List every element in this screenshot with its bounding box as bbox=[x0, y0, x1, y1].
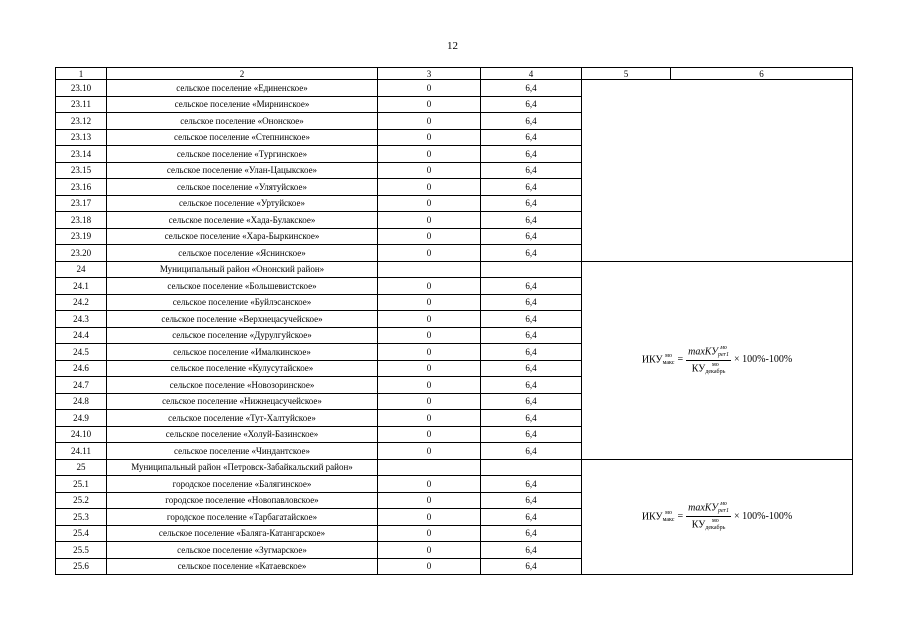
row-name: сельское поселение «Баляга-Катангарское» bbox=[107, 525, 378, 542]
row-col4-value: 6,4 bbox=[481, 426, 582, 443]
row-name: городское поселение «Новопавловское» bbox=[107, 492, 378, 509]
row-number: 25.6 bbox=[56, 558, 107, 575]
row-name: сельское поселение «Хада-Булакское» bbox=[107, 212, 378, 229]
row-col4-value: 6,4 bbox=[481, 492, 582, 509]
table-header-row bbox=[56, 68, 853, 80]
row-col3-value: 0 bbox=[378, 245, 481, 262]
row-col3-value: 0 bbox=[378, 443, 481, 460]
formula-equals: = bbox=[677, 510, 684, 522]
row-number: 23.12 bbox=[56, 113, 107, 130]
row-col4-value: 6,4 bbox=[481, 558, 582, 575]
row-name: сельское поселение «Большевистское» bbox=[107, 278, 378, 295]
row-col4-value: 6,4 bbox=[481, 344, 582, 361]
row-name: сельское поселение «Зугмарское» bbox=[107, 542, 378, 559]
formula-tail: × 100%-100% bbox=[734, 354, 793, 365]
row-number: 25.4 bbox=[56, 525, 107, 542]
row-col3-value: 0 bbox=[378, 476, 481, 493]
row-number: 23.13 bbox=[56, 129, 107, 146]
row-name: сельское поселение «Уртуйское» bbox=[107, 195, 378, 212]
formula bbox=[642, 345, 792, 376]
row-name: сельское поселение «Тургинское» bbox=[107, 146, 378, 163]
row-number: 25.3 bbox=[56, 509, 107, 526]
district-col4-empty bbox=[481, 459, 582, 476]
formula-equals: = bbox=[677, 354, 684, 365]
row-name: сельское поселение «Мирнинское» bbox=[107, 96, 378, 113]
formula-lhs: ИКУ мо макс bbox=[641, 353, 675, 366]
row-col3-value: 0 bbox=[378, 509, 481, 526]
column-header-6: 6 bbox=[671, 68, 853, 80]
row-number: 25.5 bbox=[56, 542, 107, 559]
row-name: сельское поселение «Ононское» bbox=[107, 113, 378, 130]
row-number: 24.1 bbox=[56, 278, 107, 295]
row-col3-value: 0 bbox=[378, 377, 481, 394]
row-col3-value: 0 bbox=[378, 195, 481, 212]
column-header-4: 4 bbox=[481, 68, 582, 80]
row-col4-value: 6,4 bbox=[481, 212, 582, 229]
row-col4-value: 6,4 bbox=[481, 228, 582, 245]
row-col4-value: 6,4 bbox=[481, 443, 582, 460]
row-col3-value: 0 bbox=[378, 426, 481, 443]
row-col4-value: 6,4 bbox=[481, 129, 582, 146]
row-name: городское поселение «Балягинское» bbox=[107, 476, 378, 493]
row-col3-value: 0 bbox=[378, 294, 481, 311]
row-col4-value: 6,4 bbox=[481, 311, 582, 328]
row-col4-value: 6,4 bbox=[481, 96, 582, 113]
row-col4-value: 6,4 bbox=[481, 360, 582, 377]
row-col3-value: 0 bbox=[378, 113, 481, 130]
row-name: сельское поселение «Ималкинское» bbox=[107, 344, 378, 361]
row-col3-value: 0 bbox=[378, 525, 481, 542]
row-name: сельское поселение «Тут-Халтуйское» bbox=[107, 410, 378, 427]
row-name: сельское поселение «Степнинское» bbox=[107, 129, 378, 146]
district-number: 24 bbox=[56, 261, 107, 278]
row-number: 23.18 bbox=[56, 212, 107, 229]
district-col3-empty bbox=[378, 261, 481, 278]
row-number: 23.16 bbox=[56, 179, 107, 196]
page-number: 12 bbox=[447, 40, 458, 52]
column-header-3: 3 bbox=[378, 68, 481, 80]
row-col3-value: 0 bbox=[378, 179, 481, 196]
merged-cell-col5-6 bbox=[582, 80, 853, 262]
row-number: 23.15 bbox=[56, 162, 107, 179]
row-col4-value: 6,4 bbox=[481, 377, 582, 394]
formula-lhs: ИКУ мо макс bbox=[641, 509, 675, 523]
row-col4-value: 6,4 bbox=[481, 162, 582, 179]
row-number: 24.6 bbox=[56, 360, 107, 377]
district-name: Муниципальный район «Ононский район» bbox=[107, 261, 378, 278]
formula-tail: × 100%-100% bbox=[734, 510, 793, 522]
row-col4-value: 6,4 bbox=[481, 294, 582, 311]
row-col4-value: 6,4 bbox=[481, 509, 582, 526]
row-number: 25.2 bbox=[56, 492, 107, 509]
row-number: 24.11 bbox=[56, 443, 107, 460]
district-number: 25 bbox=[56, 459, 107, 476]
row-number: 23.17 bbox=[56, 195, 107, 212]
row-col4-value: 6,4 bbox=[481, 146, 582, 163]
row-col3-value: 0 bbox=[378, 542, 481, 559]
district-row bbox=[56, 459, 853, 476]
row-col3-value: 0 bbox=[378, 162, 481, 179]
row-col3-value: 0 bbox=[378, 212, 481, 229]
district-col4-empty bbox=[481, 261, 582, 278]
table-row bbox=[56, 80, 853, 97]
row-col3-value: 0 bbox=[378, 311, 481, 328]
row-number: 23.20 bbox=[56, 245, 107, 262]
row-number: 24.10 bbox=[56, 426, 107, 443]
row-number: 24.4 bbox=[56, 327, 107, 344]
row-col4-value: 6,4 bbox=[481, 113, 582, 130]
row-col3-value: 0 bbox=[378, 96, 481, 113]
row-number: 24.5 bbox=[56, 344, 107, 361]
row-col3-value: 0 bbox=[378, 558, 481, 575]
row-col4-value: 6,4 bbox=[481, 179, 582, 196]
row-col3-value: 0 bbox=[378, 278, 481, 295]
district-row bbox=[56, 261, 853, 278]
row-name: сельское поселение «Хара-Быркинское» bbox=[107, 228, 378, 245]
row-col3-value: 0 bbox=[378, 327, 481, 344]
column-header-1: 1 bbox=[56, 68, 107, 80]
row-number: 23.19 bbox=[56, 228, 107, 245]
row-number: 25.1 bbox=[56, 476, 107, 493]
formula bbox=[642, 501, 792, 532]
column-header-5: 5 bbox=[582, 68, 671, 80]
row-number: 24.9 bbox=[56, 410, 107, 427]
row-name: сельское поселение «Новозоринское» bbox=[107, 377, 378, 394]
row-col4-value: 6,4 bbox=[481, 80, 582, 97]
row-col4-value: 6,4 bbox=[481, 327, 582, 344]
row-col3-value: 0 bbox=[378, 492, 481, 509]
row-name: сельское поселение «Яснинское» bbox=[107, 245, 378, 262]
row-name: сельское поселение «Верхнецасучейское» bbox=[107, 311, 378, 328]
row-name: сельское поселение «Улятуйское» bbox=[107, 179, 378, 196]
row-col3-value: 0 bbox=[378, 410, 481, 427]
row-name: сельское поселение «Улан-Цацыкское» bbox=[107, 162, 378, 179]
row-number: 24.8 bbox=[56, 393, 107, 410]
row-col3-value: 0 bbox=[378, 360, 481, 377]
row-col3-value: 0 bbox=[378, 393, 481, 410]
row-col3-value: 0 bbox=[378, 344, 481, 361]
row-col4-value: 6,4 bbox=[481, 393, 582, 410]
row-col4-value: 6,4 bbox=[481, 278, 582, 295]
formula-cell bbox=[582, 261, 853, 459]
row-name: городское поселение «Тарбагатайское» bbox=[107, 509, 378, 526]
row-number: 23.10 bbox=[56, 80, 107, 97]
row-col4-value: 6,4 bbox=[481, 542, 582, 559]
formula-fraction: maxКУ мо per1 КУ мо декабрь bbox=[688, 344, 730, 375]
row-col3-value: 0 bbox=[378, 80, 481, 97]
row-name: сельское поселение «Катаевское» bbox=[107, 558, 378, 575]
row-name: сельское поселение «Буйлэсанское» bbox=[107, 294, 378, 311]
row-col3-value: 0 bbox=[378, 146, 481, 163]
column-header-2: 2 bbox=[107, 68, 378, 80]
district-col3-empty bbox=[378, 459, 481, 476]
row-col4-value: 6,4 bbox=[481, 525, 582, 542]
data-table bbox=[55, 67, 853, 575]
row-number: 24.2 bbox=[56, 294, 107, 311]
row-name: сельское поселение «Чиндантское» bbox=[107, 443, 378, 460]
row-col3-value: 0 bbox=[378, 129, 481, 146]
row-name: сельское поселение «Единенское» bbox=[107, 80, 378, 97]
formula-cell bbox=[582, 459, 853, 575]
row-name: сельское поселение «Холуй-Базинское» bbox=[107, 426, 378, 443]
row-col4-value: 6,4 bbox=[481, 476, 582, 493]
row-col4-value: 6,4 bbox=[481, 410, 582, 427]
row-col3-value: 0 bbox=[378, 228, 481, 245]
row-col4-value: 6,4 bbox=[481, 245, 582, 262]
formula-fraction: maxКУ мо per1 КУ мо декабрь bbox=[688, 501, 730, 532]
district-name: Муниципальный район «Петровск-Забайкальский район» bbox=[107, 459, 378, 476]
row-col4-value: 6,4 bbox=[481, 195, 582, 212]
row-number: 23.14 bbox=[56, 146, 107, 163]
row-name: сельское поселение «Нижнецасучейское» bbox=[107, 393, 378, 410]
row-number: 24.7 bbox=[56, 377, 107, 394]
row-number: 24.3 bbox=[56, 311, 107, 328]
row-name: сельское поселение «Кулусутайское» bbox=[107, 360, 378, 377]
row-name: сельское поселение «Дурулгуйское» bbox=[107, 327, 378, 344]
row-number: 23.11 bbox=[56, 96, 107, 113]
